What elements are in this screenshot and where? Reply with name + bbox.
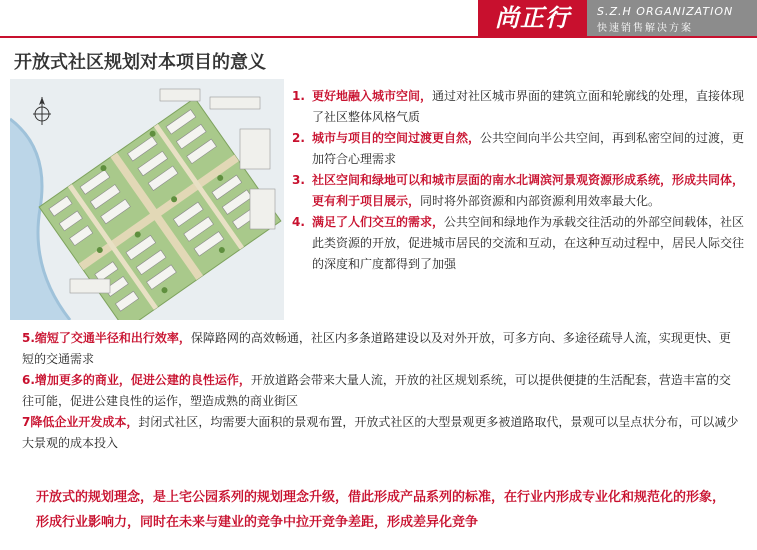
item-text: 开放道路会带来大量人流，开放的社区规划系统，可以提供便捷的生活配套，营造丰富的交往可能，促进公建良性的运作，塑造成熟的商业街区 (22, 373, 731, 408)
list-item (292, 86, 750, 128)
header-divider (0, 36, 757, 38)
item-text: 同时将外部资源和内部资源利用效率最大化。 (420, 194, 661, 208)
list-item (292, 170, 750, 212)
item-text: 保障路网的高效畅通，社区内多条道路建设以及对外开放，可多方向、多途径疏导人流，实现更快、更短的交通需求 (22, 331, 731, 366)
item-text: 封闭式社区，均需要大面积的景观布置，开放式社区的大型景观更多被道路取代，景观可以呈点状分布，可以减少大景观的成本投入 (22, 415, 739, 450)
item-highlight: 5.缩短了交通半径和出行效率， (22, 331, 191, 345)
list-item (22, 412, 742, 454)
list-item (22, 370, 742, 412)
page-title: 开放式社区规划对本项目的意义 (14, 52, 266, 73)
item-highlight: 城市与项目的空间过渡更自然， (312, 131, 481, 145)
item-highlight: 6.增加更多的商业，促进公建的良性运作， (22, 373, 251, 387)
item-highlight: 社区空间和绿地可以和城市层面的南水北调滨河景观资源形成系统，形成共同体，更有利于项目展示， (312, 173, 745, 208)
list-item (22, 328, 742, 370)
compass-icon (30, 97, 54, 125)
item-highlight: 7降低企业开发成本， (22, 415, 139, 429)
company-logo: 尚正行 (495, 4, 570, 32)
item-number: 2. (292, 131, 305, 145)
item-highlight: 满足了人们交互的需求， (312, 215, 445, 229)
header-banner (0, 0, 757, 44)
item-text: 公共空间和绿地作为承载交往活动的外部空间载体，社区此类资源的开放，促进城市居民的交流和互动，在这种互动过程中，居民人际交往的深度和广度都得到了加强 (312, 215, 745, 271)
list-item (292, 212, 750, 275)
item-number: 3. (292, 173, 305, 187)
site-plan-image (10, 79, 284, 320)
item-text: 公共空间向半公共空间，再到私密空间的过渡，更加符合心理需求 (312, 131, 745, 166)
item-text: 通过对社区城市界面的建筑立面和轮廓线的处理，直接体现了社区整体风格气质 (312, 89, 745, 124)
benefits-list-right (292, 86, 750, 275)
list-item (292, 128, 750, 170)
brand-english-name: S.Z.H ORGANIZATION (597, 5, 734, 18)
conclusion-text: 开放式的规划理念，是上宅公园系列的规划理念升级，借此形成产品系列的标准，在行业内形成专业化和规范化的形象，形成行业影响力，同时在未来与建业的竞争中拉开竞争差距，形成差异化竞争 (36, 490, 726, 530)
item-highlight: 更好地融入城市空间， (312, 89, 433, 103)
brand-chinese-slogan: 快速销售解决方案 (597, 23, 693, 34)
item-number: 1. (292, 89, 305, 103)
benefits-list-bottom (22, 328, 742, 454)
item-number: 4. (292, 215, 305, 229)
